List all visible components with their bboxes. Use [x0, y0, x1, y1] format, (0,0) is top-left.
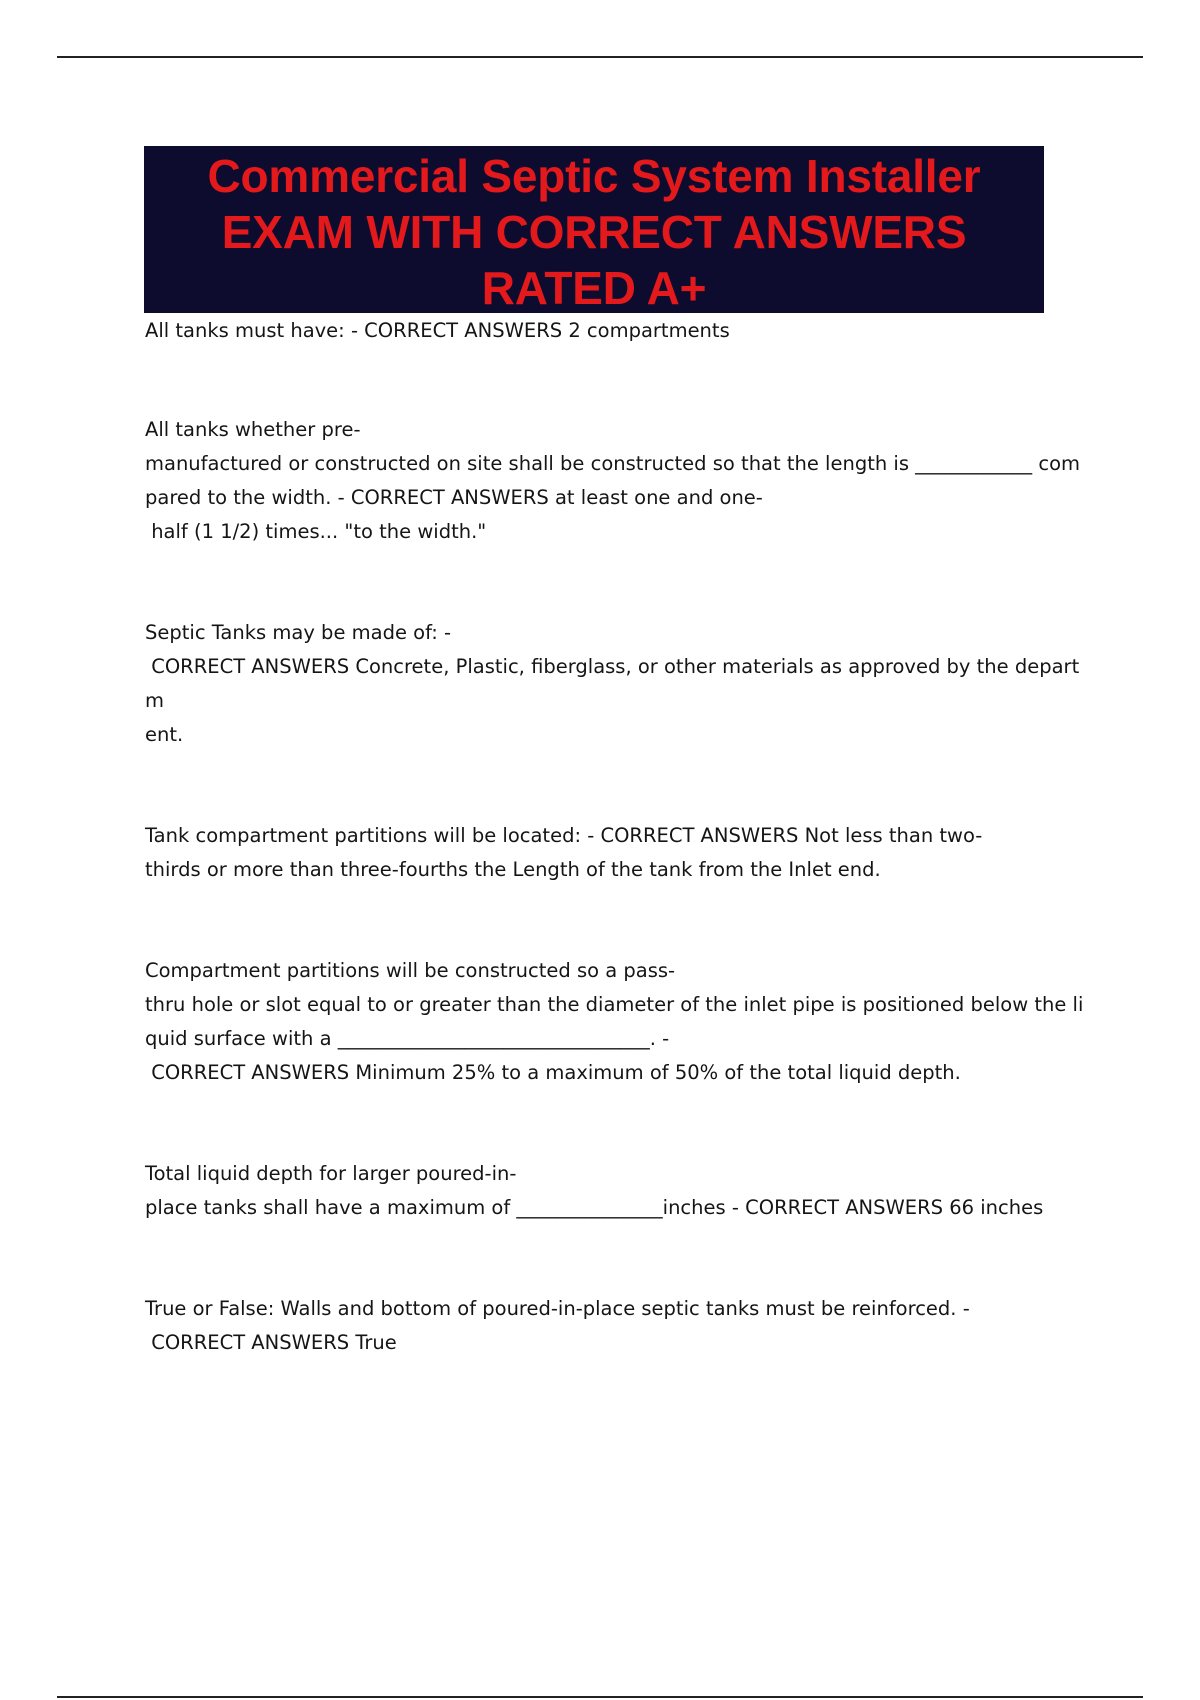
question-answer-5: Compartment partitions will be constructed so a pass- thru hole or slot equal to or greater than the diameter of the inlet pipe is positioned below the li quid surface with a ________________________________. - CORRECT ANSWERS Minimum 25% to a maximum of 50% of the total liquid depth.	[145, 959, 1084, 1084]
question-answer-4: Tank compartment partitions will be located: - CORRECT ANSWERS Not less than two- thirds or more than three-fourths the Length of the tank from the Inlet end.	[145, 824, 983, 881]
title-line-1: Commercial Septic System Installer	[207, 150, 981, 202]
question-answer-7: True or False: Walls and bottom of poured-in-place septic tanks must be reinforced. - CORRECT ANSWERS True	[145, 1297, 970, 1354]
title-line-2: EXAM WITH CORRECT ANSWERS	[221, 206, 967, 258]
question-list	[145, 314, 1090, 1427]
title-line-3: RATED A+	[481, 262, 707, 314]
question-answer-1: All tanks must have: - CORRECT ANSWERS 2 compartments	[145, 319, 730, 342]
top-divider	[57, 56, 1143, 58]
bottom-divider	[57, 1696, 1143, 1698]
question-answer-3: Septic Tanks may be made of: - CORRECT ANSWERS Concrete, Plastic, fiberglass, or other materials as approved by the departm ent.	[145, 621, 1080, 746]
question-answer-6: Total liquid depth for larger poured-in- place tanks shall have a maximum of _______________inches - CORRECT ANSWERS 66 inches	[145, 1162, 1044, 1219]
question-answer-2: All tanks whether pre- manufactured or constructed on site shall be constructed so that the length is ____________ com pared to the width. - CORRECT ANSWERS at least one and one- half (1 1/2) times... "to the width."	[145, 418, 1081, 543]
title-banner	[144, 146, 1044, 313]
